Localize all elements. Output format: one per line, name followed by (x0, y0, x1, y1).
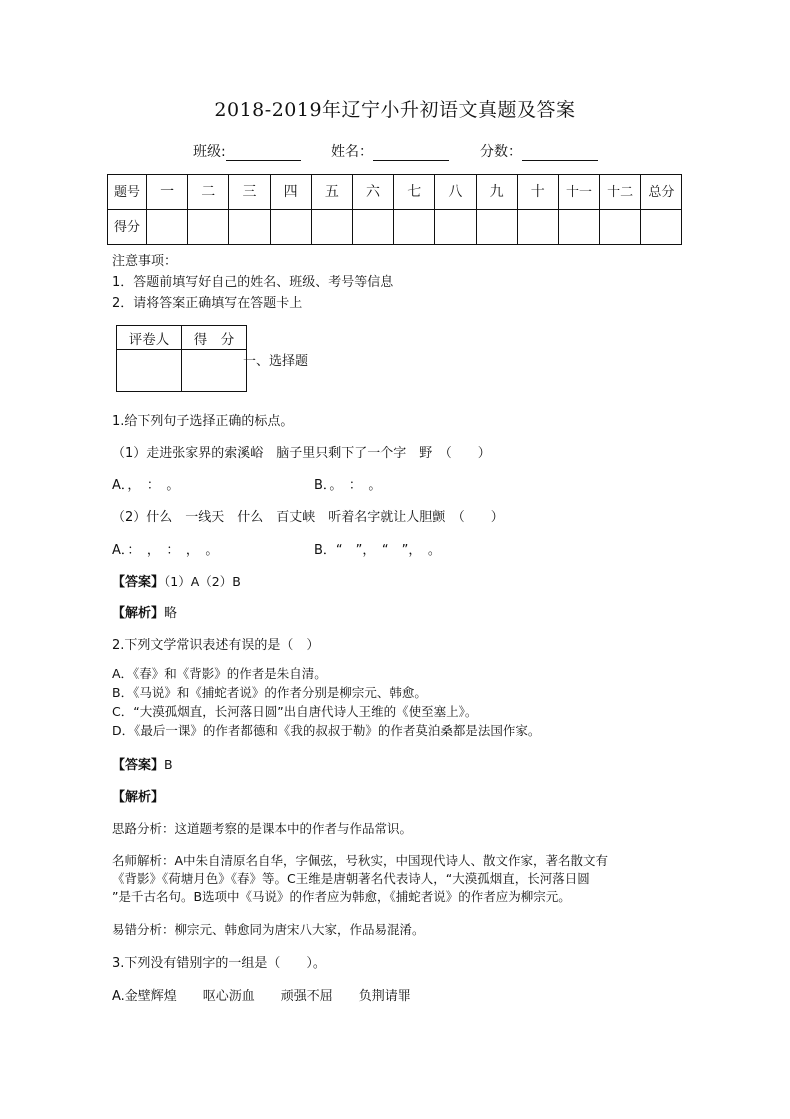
class-label: 班级: (193, 144, 226, 160)
answer-line (112, 571, 241, 590)
analysis-label: 【解析】 (112, 790, 165, 805)
answer-label: 【答案】 (112, 575, 165, 590)
score-cell[interactable] (394, 210, 435, 245)
option-b: B．“ ”， “ ”， 。 (314, 543, 441, 558)
score-header-cell: 六 (352, 175, 393, 210)
score-header-cell: 题号 (108, 175, 147, 210)
note-item: 1．答题前填写好自己的姓名、班级、考号等信息 (112, 275, 394, 290)
note-item: 2．请将答案正确填写在答题卡上 (112, 296, 303, 311)
question-sentence: （1）走进张家界的索溪峪 脑子里只剩下了一个字 野 （ ） (112, 446, 491, 461)
score-header-cell: 二 (188, 175, 229, 210)
score-cell[interactable] (188, 210, 229, 245)
answer-value: B (164, 757, 173, 772)
answer-value: （1）A（2）B (164, 574, 241, 589)
score-header-cell: 总分 (641, 175, 682, 210)
grader-header-row (117, 326, 247, 350)
score-header-cell: 八 (435, 175, 476, 210)
teacher-analysis-line: ”是千古名句。B选项中《马说》的作者应为韩愈，《捕蛇者说》的作者应为柳宗元。 (112, 889, 571, 904)
score-header-cell: 一 (147, 175, 188, 210)
score-header-cell: 十 (517, 175, 558, 210)
score-cell[interactable] (476, 210, 517, 245)
grader-cell[interactable] (117, 350, 182, 392)
score-header-cell: 九 (476, 175, 517, 210)
score-field (480, 141, 598, 161)
grader-score-cell[interactable] (182, 350, 247, 392)
section-heading: 一、选择题 (243, 354, 309, 369)
class-blank (226, 145, 301, 161)
score-cell[interactable] (435, 210, 476, 245)
score-header-cell: 十二 (600, 175, 641, 210)
score-cell[interactable] (641, 210, 682, 245)
class-field (193, 141, 301, 161)
option-b: B．。 ： 。 (314, 478, 382, 493)
teacher-analysis-line: 名师解析：A中朱自清原名自华，字佩弦，号秋实，中国现代诗人、散文作家，著名散文有 (112, 853, 609, 868)
question-stem: 1.给下列句子选择正确的标点。 (112, 414, 294, 429)
analysis-label: 【解析】 (112, 606, 165, 621)
option-item: D．《最后一课》的作者都德和《我的叔叔于勒》的作者莫泊桑都是法国作家。 (112, 723, 541, 738)
option-a: A．： ， ： ， 。 (112, 543, 219, 558)
answer-label: 【答案】 (112, 758, 165, 773)
score-header-cell: 四 (270, 175, 311, 210)
answer-line (112, 754, 173, 773)
grader-table (116, 325, 247, 392)
name-field (331, 141, 449, 161)
option-item: C．“大漠孤烟直，长河落日圆”出自唐代诗人王维的《使至塞上》。 (112, 704, 478, 719)
score-cell[interactable] (517, 210, 558, 245)
score-header-cell: 十一 (558, 175, 599, 210)
grader-score-label: 得 分 (182, 326, 247, 350)
teacher-analysis-line: 《背影》《荷塘月色》《春》等。C王维是唐朝著名代表诗人，“大漠孤烟直，长河落日圆 (112, 871, 590, 886)
score-cell[interactable] (352, 210, 393, 245)
score-blank (522, 145, 598, 161)
score-cell[interactable] (558, 210, 599, 245)
score-table-score-row (108, 210, 682, 245)
score-cell[interactable] (270, 210, 311, 245)
name-label: 姓名： (331, 144, 373, 160)
question-stem: 2.下列文学常识表述有误的是（ ） (112, 638, 320, 653)
score-header-cell: 七 (394, 175, 435, 210)
grader-body-row (117, 350, 247, 392)
score-cell[interactable] (229, 210, 270, 245)
grader-label: 评卷人 (117, 326, 182, 350)
score-cell[interactable] (600, 210, 641, 245)
score-header-cell: 五 (311, 175, 352, 210)
doc-title: 2018-2019年辽宁小升初语文真题及答案 (214, 99, 576, 121)
question-sentence: （2）什么 一线天 什么 百丈峡 听着名字就让人胆颤 （ ） (112, 510, 504, 525)
thought-analysis: 思路分析：这道题考察的是课本中的作者与作品常识。 (112, 821, 413, 836)
option-a: A.金壁辉煌 呕心沥血 顽强不屈 负荆请罪 (112, 989, 411, 1004)
option-item: A．《春》和《背影》的作者是朱自清。 (112, 666, 327, 681)
question-stem: 3.下列没有错别字的一组是（ ）。 (112, 956, 326, 971)
score-row-label: 得分 (108, 210, 147, 245)
score-table (107, 174, 682, 245)
analysis-value: 略 (164, 606, 178, 621)
score-label: 分数： (480, 144, 522, 160)
error-analysis: 易错分析：柳宗元、韩愈同为唐宋八大家，作品易混淆。 (112, 922, 425, 937)
option-item: B．《马说》和《捕蛇者说》的作者分别是柳宗元、韩愈。 (112, 685, 427, 700)
option-a: A．， ： 。 (112, 478, 180, 493)
score-table-header-row (108, 175, 682, 210)
name-blank (373, 145, 449, 161)
notes-title: 注意事项： (112, 254, 178, 269)
score-cell[interactable] (311, 210, 352, 245)
score-cell[interactable] (147, 210, 188, 245)
analysis-line (112, 602, 177, 621)
score-header-cell: 三 (229, 175, 270, 210)
